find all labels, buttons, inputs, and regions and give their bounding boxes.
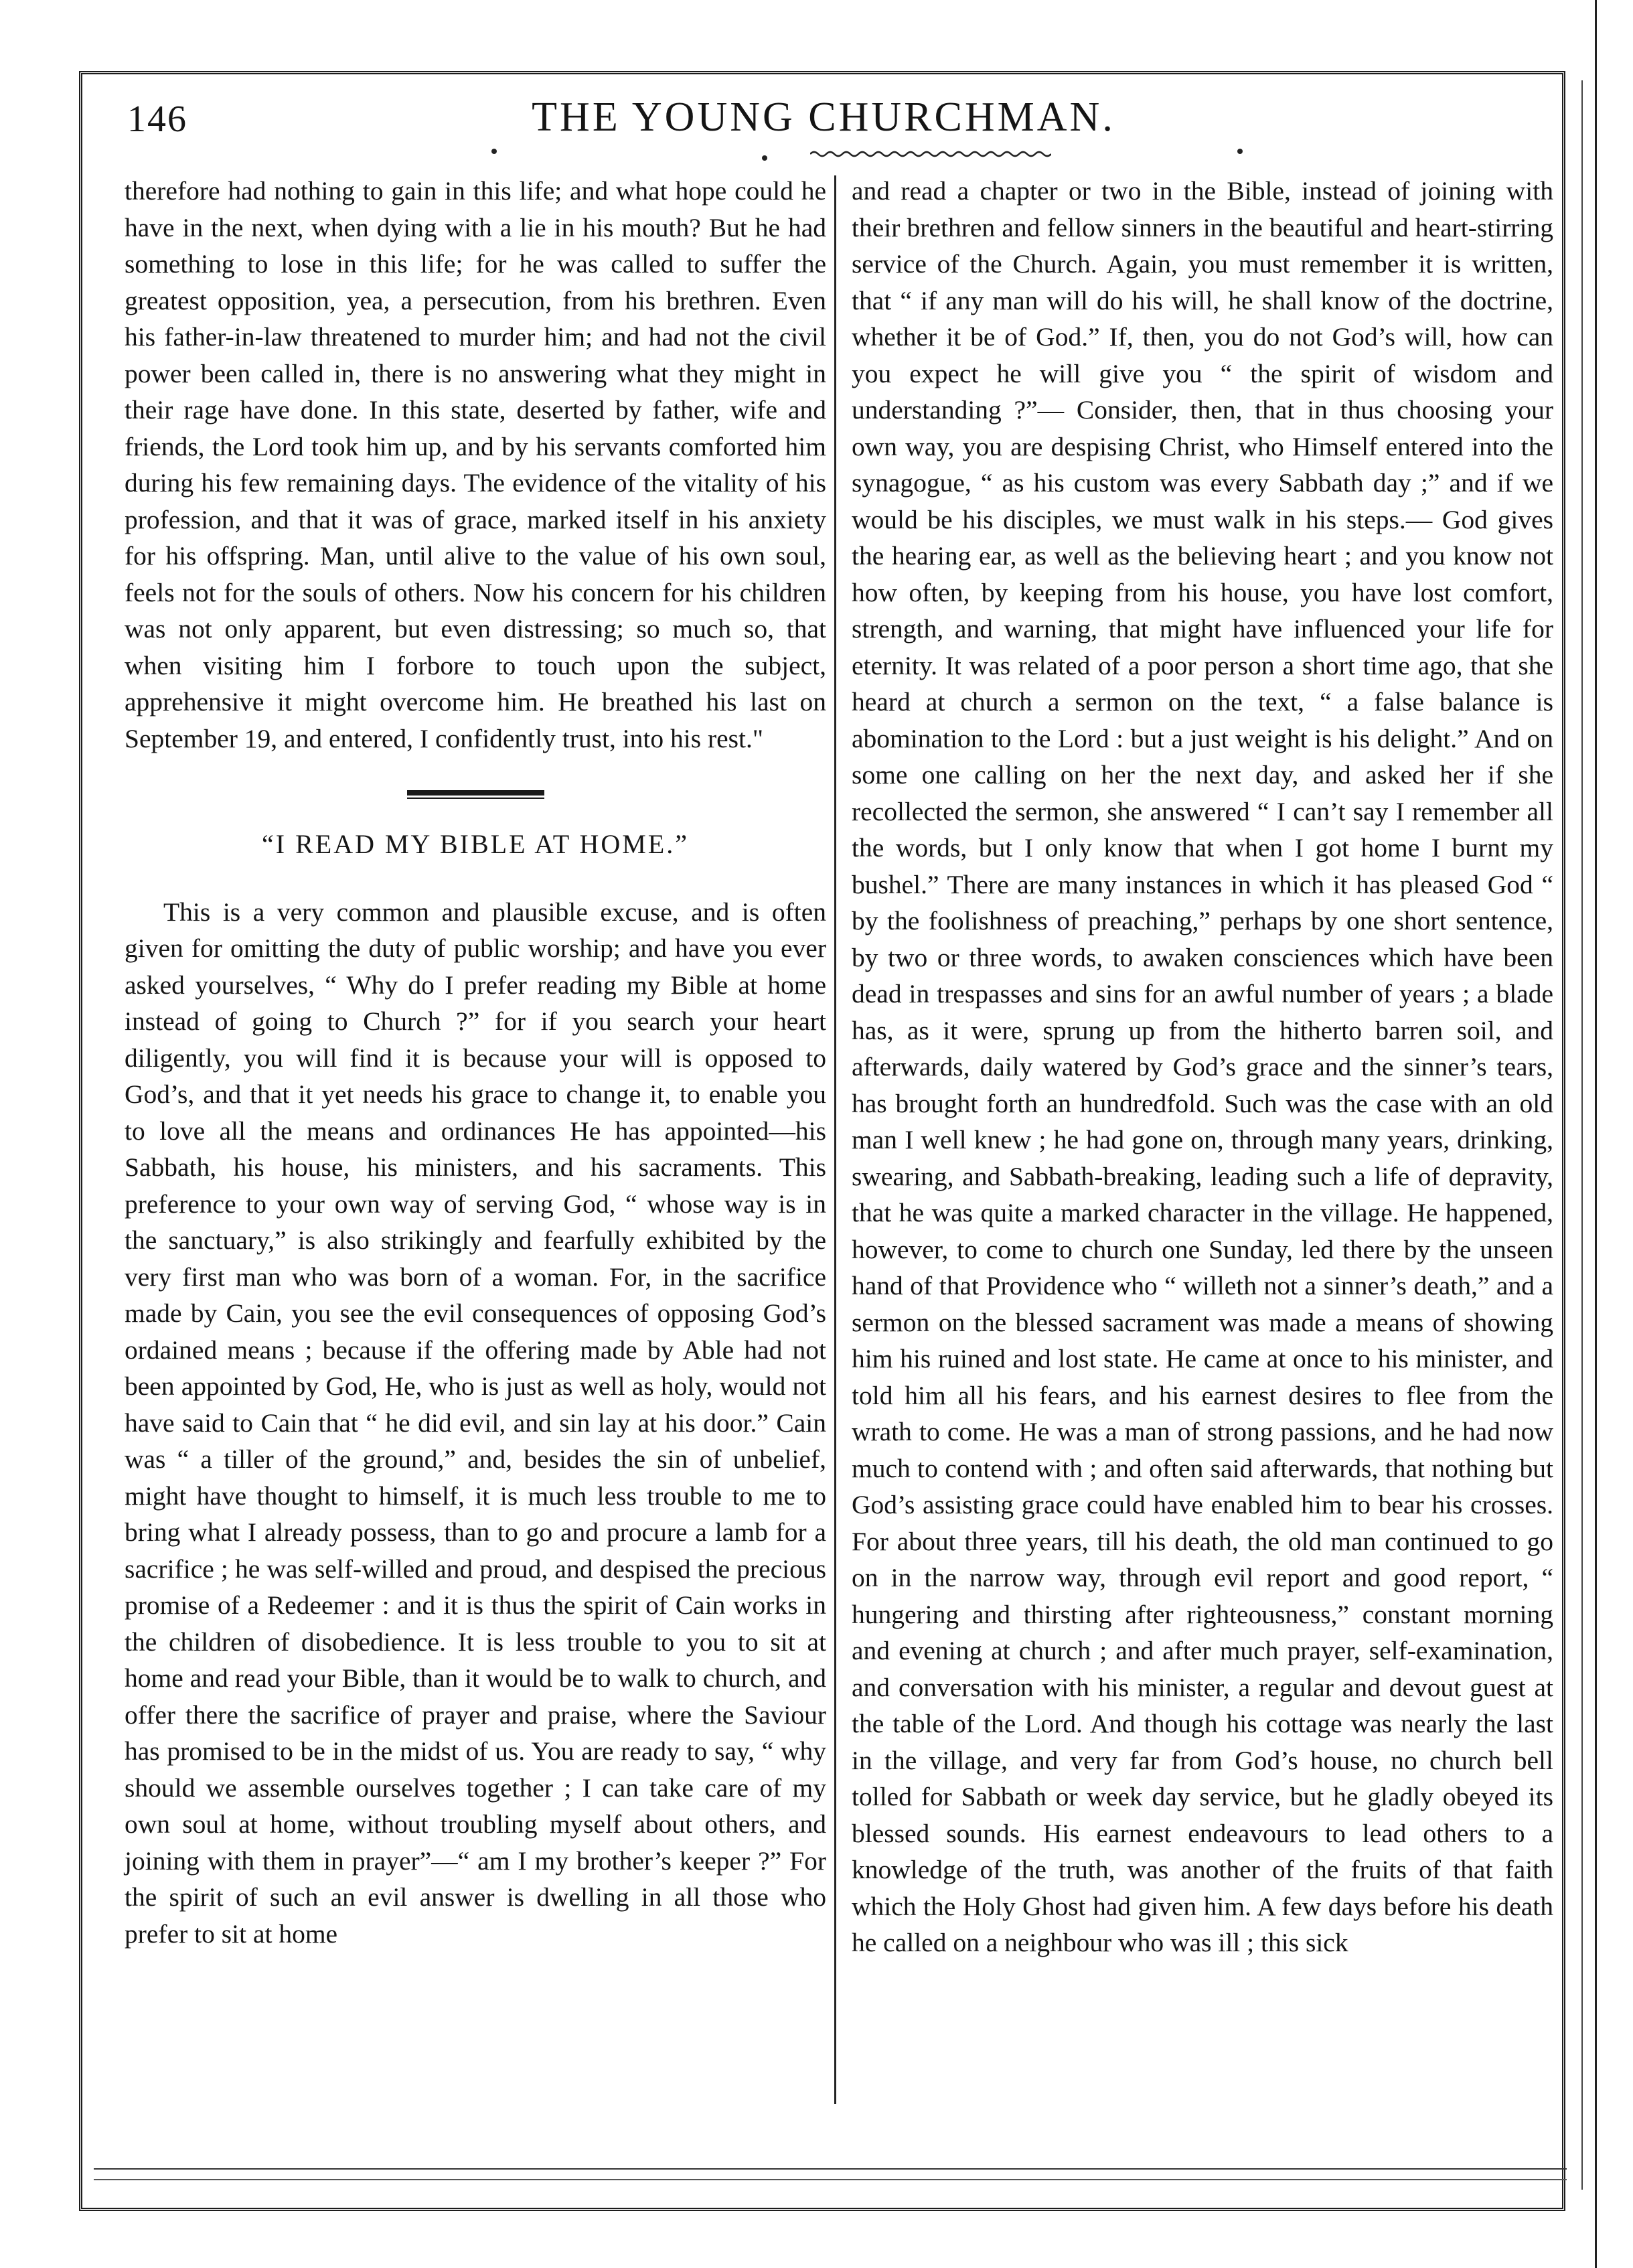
scan-edge-line — [1595, 0, 1597, 2268]
wavy-ornament — [810, 150, 1051, 158]
left-column — [125, 173, 826, 2135]
page-header — [107, 94, 1540, 161]
article-heading: “I READ MY BIBLE AT HOME.” — [262, 829, 689, 859]
journal-title: THE YOUNG CHURCHMAN. — [532, 94, 1115, 140]
footer-rule — [94, 2155, 1567, 2195]
page-number: 146 — [127, 98, 187, 140]
header-dot-right — [1237, 149, 1243, 154]
footer-rule-line-2 — [94, 2179, 1567, 2180]
right-column-paragraph: and read a chapter or two in the Bible, instead of joining with their brethren and fellow sinners in the beautiful and heart-stirring service of the Church. Again, you must remember it is written, that “ if any man will do his will, he shall know of the doctrine, whether it be of God.” If, then, you do not God’s will, how can you expect he will give you “ the spirit of wisdom and understanding ?”— Consider, then, that in thus choosing your own way, you are despising Christ, who Himself entered into the synagogue, “ as his custom was every Sabbath day ;” and if we would be his disciples, we must walk in his steps.— God gives the hearing ear, as well as the believing heart ; and you know not how often, by keeping from his house, you have lost comfort, strength, and warning, that might have influenced your life for eternity. It was related of a poor person a short time ago, that she heard at church a sermon on the text, “ a false balance is abomination to the Lord : but a just weight is his delight.” And on some one calling on her the next day, and asked her if she recollected the sermon, she answered “ I can’t say I remember all the words, but I only know that when I got home I burnt my bushel.” There are many instances in which it has pleased God “ by the foolishness of preaching,” perhaps by one short sentence, by two or three words, to awaken consciences which have been dead in trespasses and sins for an awful number of years ; a blade has, as it were, sprung up from the hitherto barren soil, and afterwards, daily watered by God’s grace and the sinner’s tears, has brought forth an hundredfold. Such was the case with an old man I well knew ; he had gone on, through many years, drinking, swearing, and Sabbath-breaking, leading such a life of depravity, that he was quite a marked character in the village. He happened, however, to come to church one Sunday, led there by the unseen hand of that Providence who “ willeth not a sinner’s death,” and a sermon on the blessed sacrament was made a means of showing him his ruined and lost state. He came at once to his minister, and told him all his fears, and his earnest desires to flee from the wrath to come. He was a man of strong passions, and he had now much to contend with ; and often said afterwards, that nothing but God’s assisting grace could have enabled him to bear his crosses. For about three years, till his death, the old man continued to go on in the narrow way, through evil report and good report, “ hungering and thirsting after righteousness,” constant morning and evening at church ; and after much prayer, self-examination, and conversation with his minister, a regular and devout guest at the table of the Lord. And though his cottage was nearly the last in the village, and very far from God’s house, no church bell tolled for Sabbath or week day service, but he gladly obeyed its blessed sounds. His earnest endeavours to lead others to a knowledge of the truth, was another of the fruits of that faith which the Holy Ghost had given him. A few days before his death he called on a neighbour who was ill ; this sick — [852, 176, 1553, 1957]
page-edge-line — [1581, 80, 1583, 2190]
section-divider-thin-line — [407, 798, 544, 799]
right-column — [852, 173, 1553, 2135]
continuation-paragraph: therefore had nothing to gain in this life; and what hope could he have in the next, when dying with a lie in his mouth? But he had something to lose in this life; for he was called to suffer the greatest opposition, yea, a persecution, from his brethren. Even his father-in-law threatened to murder him; and had not the civil power been called in, there is no answering what they might in their rage have done. In this state, deserted by father, wife and friends, the Lord took him up, and by his servants comforted him during his few remaining days. The evidence of the vitality of his profession, and that it was of grace, marked itself in his anxiety for his offspring. Man, until alive to the value of his own soul, feels not for the souls of others. Now his concern for his children was not only apparent, but even distressing; so much so, that when visiting him I forbore to touch upon the subject, apprehensive it might overcome him. He breathed his last on September 19, and entered, I confidently trust, into his rest." — [125, 176, 826, 753]
section-divider-rule — [407, 790, 544, 800]
section-divider-thick-line — [407, 790, 544, 796]
header-dot-center — [762, 155, 767, 161]
footer-rule-line-1 — [94, 2168, 1567, 2170]
header-dot-left — [491, 149, 497, 154]
article-paragraph: This is a very common and plausible excuse, and is often given for omitting the duty of public worship; and have you ever asked yourselves, “ Why do I prefer reading my Bible at home instead of going to Church ?” for if you search your heart diligently, you will find it is because your will is opposed to God’s, and that it yet needs his grace to change it, to enable you to love all the means and ordinances He has appointed—his Sabbath, his house, his ministers, and his sacraments. This preference to your own way of serving God, “ whose way is in the sanctuary,” is also strikingly and fearfully exhibited by the very first man who was born of a woman. For, in the sacrifice made by Cain, you see the evil consequences of opposing God’s ordained means ; because if the offering made by Able had not been appointed by God, He, who is just as well as holy, would not have said to Cain that “ he did evil, and sin lay at his door.” Cain was “ a tiller of the ground,” and, besides the sin of unbelief, might have thought to himself, it is much less trouble to me to bring what I already possess, than to go and procure a lamb for a sacrifice ; he was self-willed and proud, and despised the precious promise of a Redeemer : and it is thus the spirit of Cain works in the children of disobedience. It is less trouble to you to sit at home and read your Bible, than it would be to walk to church, and offer there the sacrifice of prayer and praise, where the Saviour has promised to be in the midst of us. You are ready to say, “ why should we assemble ourselves together ; I can take care of my own soul at home, without troubling myself about others, and joining with them in prayer”—“ am I my brother’s keeper ?” For the spirit of such an evil answer is dwelling in all those who prefer to sit at home — [125, 897, 826, 1949]
column-divider — [834, 175, 836, 2104]
